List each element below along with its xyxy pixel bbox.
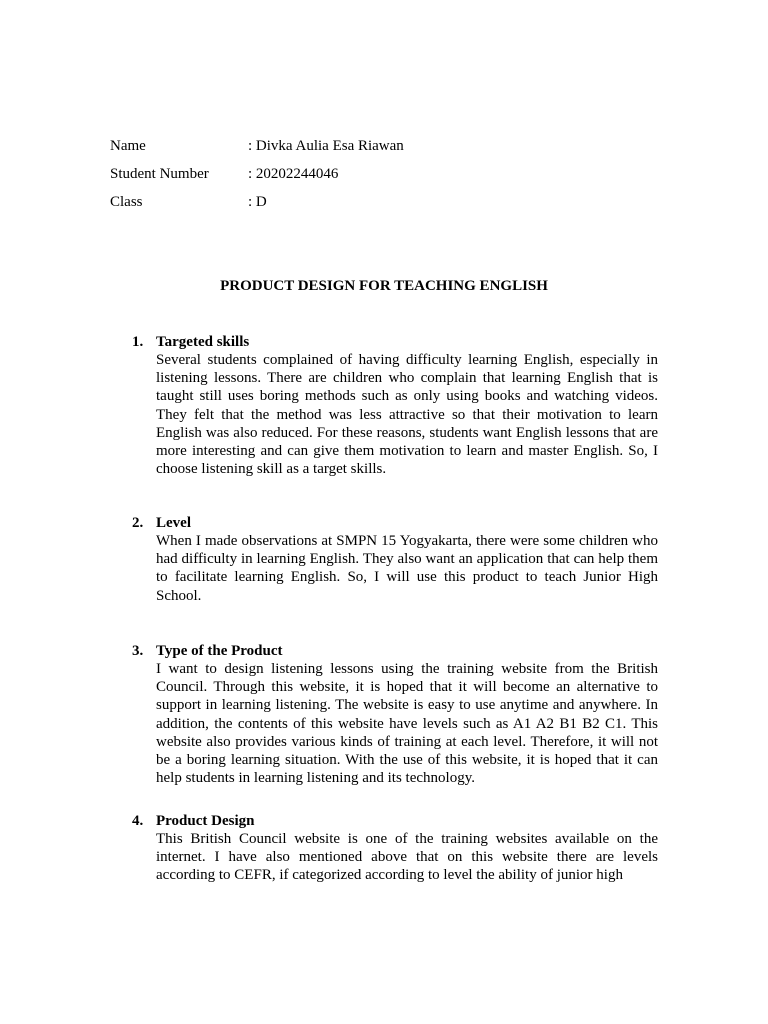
document-title: PRODUCT DESIGN FOR TEACHING ENGLISH — [220, 278, 548, 294]
section-body: Several students complained of having difficulty learning English, especially in listening lessons. There are children who complain that learning English that is taught still uses boring methods such as only using books and watching videos. They felt that the method was less attractive so that their motivation to learn English was also reduced. For these reasons, students want English lessons that are more interesting and can give them motivation to learn and master English. So, I choose listening skill as a target skills. — [156, 352, 658, 478]
section-heading: Product Design — [156, 813, 255, 829]
class-label: Class — [110, 194, 143, 210]
section-body: I want to design listening lessons using the training website from the British Council. Through this website, it is hoped that it will become an alternative to support in learning listening. The website is easy to use anytime and anywhere. In addition, the contents of this website have levels such as A1 A2 B1 B2 C1. This website also provides various kinds of training at each level. Therefore, it will not be a boring learning situation. With the use of this website, it is hoped that it can help students in learning listening and its technology. — [156, 661, 658, 787]
section-body: This British Council website is one of the training websites available on the internet. I have also mentioned above that on this website there are levels according to CEFR, if categorized according to level the ability of junior high — [156, 831, 658, 884]
section-heading: Type of the Product — [156, 643, 283, 659]
section-number: 4. — [132, 813, 144, 829]
section-heading: Level — [156, 515, 191, 531]
student-number-label: Student Number — [110, 166, 209, 182]
section-number: 3. — [132, 643, 144, 659]
section-number: 2. — [132, 515, 144, 531]
section-number: 1. — [132, 334, 144, 350]
student-number-value: : 20202244046 — [248, 166, 339, 182]
name-label: Name — [110, 138, 146, 154]
section-body: When I made observations at SMPN 15 Yogyakarta, there were some children who had difficulty in learning English. They also want an application that can help them to facilitate learning English. So, I will use this product to teach Junior High School. — [156, 533, 658, 604]
section-heading: Targeted skills — [156, 334, 250, 350]
name-value: : Divka Aulia Esa Riawan — [248, 138, 404, 154]
class-value: : D — [248, 194, 267, 210]
